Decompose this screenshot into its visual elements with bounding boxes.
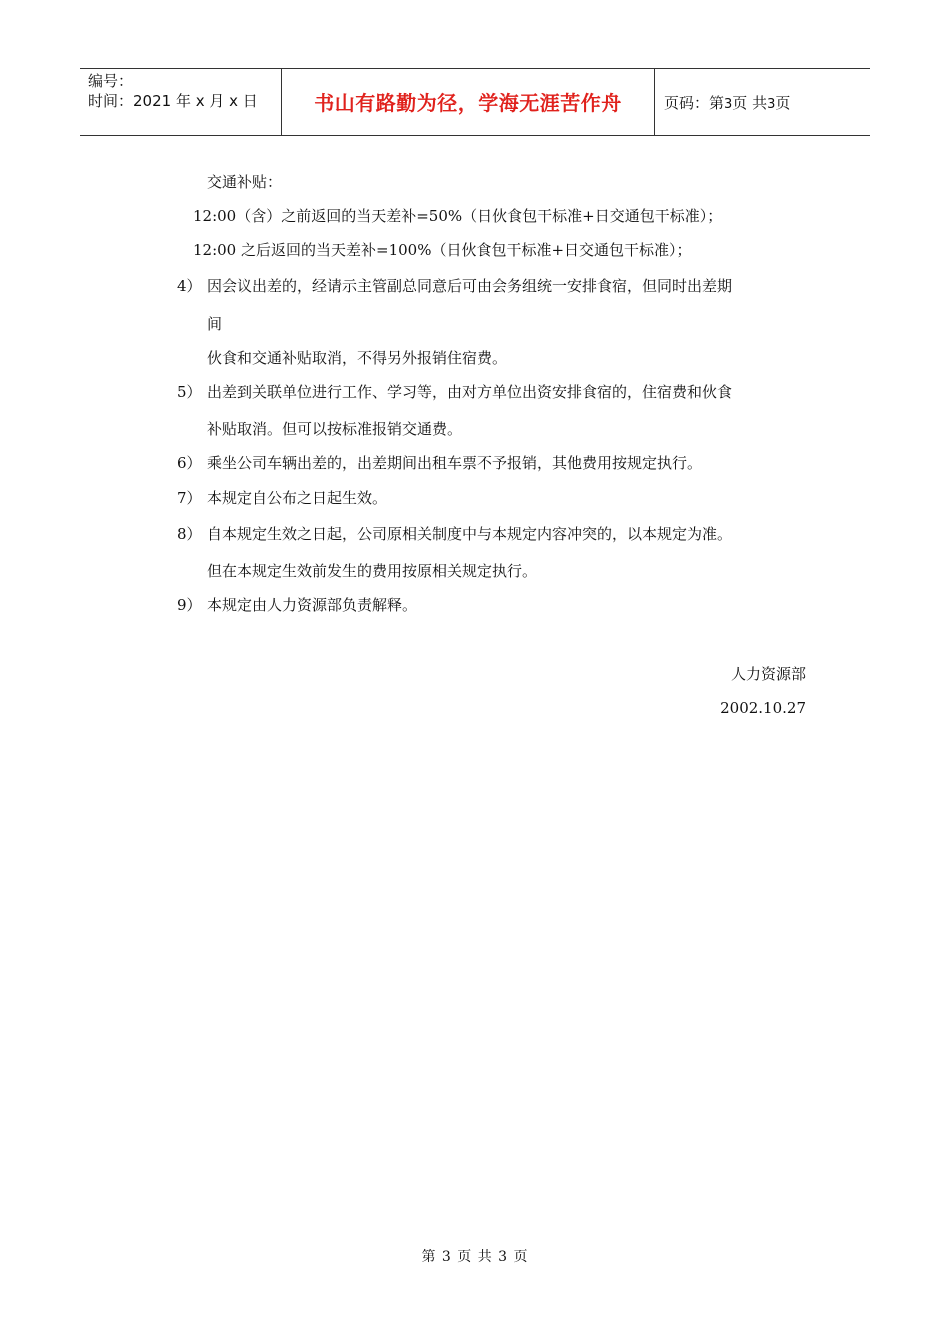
item-text: 因会议出差的，经请示主管副总同意后可由会务组统一安排食宿，但同时出差期 <box>207 277 733 295</box>
item-text: 伙食和交通补贴取消，不得另外报销住宿费。 <box>207 349 508 367</box>
item-number: 9） <box>177 596 202 614</box>
page-footer: 第 3 页 共 3 页 <box>421 1249 529 1265</box>
item-text: 乘坐公司车辆出差的，出差期间出租车票不予报销，其他费用按规定执行。 <box>207 454 703 472</box>
document-time-label: 时间：2021 年 x 月 x 日 <box>88 92 258 110</box>
rule-after-noon: 12:00 之后返回的当天差补=100%（日伙食包干标准+日交通包干标准）； <box>193 241 692 259</box>
item-number: 5） <box>177 383 202 401</box>
page-suffix: 页 <box>775 94 791 112</box>
transport-heading: 交通补贴： <box>207 173 283 191</box>
page-header <box>80 68 870 136</box>
item-text: 自本规定生效之日起，公司原相关制度中与本规定内容冲突的，以本规定为准。 <box>207 525 733 543</box>
page-total: 3 <box>767 97 776 112</box>
page-prefix: 页码：第 <box>664 94 725 112</box>
signature-date: 2002.10.27 <box>720 699 806 717</box>
item-number: 7） <box>177 489 202 507</box>
item-text: 本规定由人力资源部负责解释。 <box>207 596 418 614</box>
item-text: 出差到关联单位进行工作、学习等，由对方单位出资安排食宿的，住宿费和伙食 <box>207 383 733 401</box>
item-text: 补贴取消。但可以按标准报销交通费。 <box>207 420 463 438</box>
header-meta <box>88 71 258 111</box>
item-text: 但在本规定生效前发生的费用按原相关规定执行。 <box>207 562 538 580</box>
item-number: 6） <box>177 454 202 472</box>
header-motto: 书山有路勤为径，学海无涯苦作舟 <box>314 91 622 115</box>
header-page-number <box>664 69 790 137</box>
header-divider-right <box>654 69 655 135</box>
signature-department: 人力资源部 <box>730 665 806 683</box>
item-text: 间 <box>207 315 223 333</box>
rule-before-noon: 12:00（含）之前返回的当天差补=50%（日伙食包干标准+日交通包干标准）； <box>193 207 723 225</box>
item-text: 本规定自公布之日起生效。 <box>207 489 388 507</box>
item-number: 8） <box>177 525 202 543</box>
page-current: 3 <box>724 97 733 112</box>
item-number: 4） <box>177 277 202 295</box>
page-mid: 页 共 <box>732 94 768 112</box>
document-number-label: 编号： <box>88 72 134 90</box>
